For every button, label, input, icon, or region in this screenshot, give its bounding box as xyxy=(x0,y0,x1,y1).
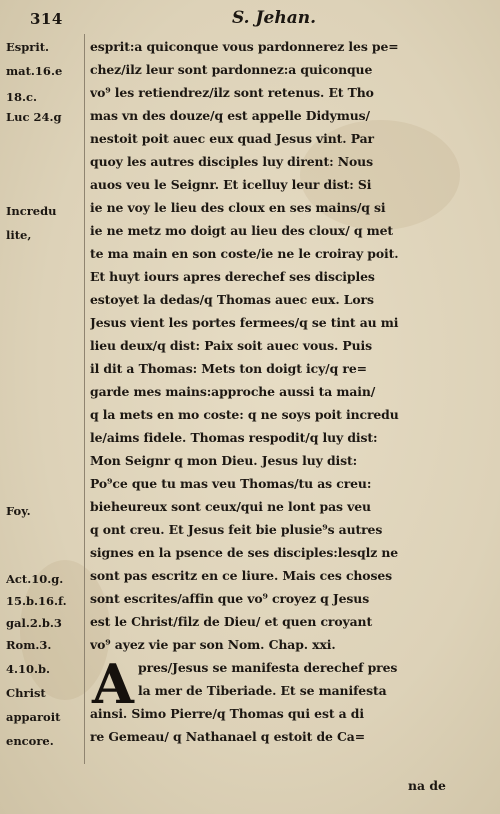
text-line: sont pas escritz en ce liure. Mais ces choses xyxy=(90,568,392,583)
text-line: vo⁹ les retiendrez/ilz sont retenus. Et Tho xyxy=(90,85,374,100)
margin-note: apparoit xyxy=(6,710,61,724)
text-line: q ont creu. Et Jesus feit bie plusie⁹s autres xyxy=(90,522,383,537)
text-line: estoyet la dedas/q Thomas auec eux. Lors xyxy=(90,292,374,307)
text-line: mas vn des douze/q est appelle Didymus/ xyxy=(90,108,370,123)
text-line: sont escrites/affin que vo⁹ croyez q Jesus xyxy=(90,591,370,606)
margin-rule xyxy=(84,34,85,764)
margin-note: 18.c. xyxy=(6,90,38,104)
margin-note: 15.b.16.f. xyxy=(6,594,67,608)
margin-note: 4.10.b. xyxy=(6,662,51,676)
text-line: bieheureux sont ceux/qui ne lont pas veu xyxy=(90,499,371,514)
text-line: Po⁹ce que tu mas veu Thomas/tu as creu: xyxy=(90,476,372,491)
margin-note: Act.10.g. xyxy=(6,572,64,586)
margin-note: Foy. xyxy=(6,504,31,518)
text-line: signes en la psence de ses disciples:lesqlz ne xyxy=(90,545,399,560)
text-line: ie ne voy le lieu des cloux en ses mains/q si xyxy=(90,200,386,215)
folio-number: 314 xyxy=(30,10,63,28)
text-line: garde mes mains:approche aussi ta main/ xyxy=(90,384,376,399)
text-line: q la mets en mo coste: q ne soys poit incredu xyxy=(90,407,399,422)
margin-note: lite, xyxy=(6,228,32,242)
text-line: la mer de Tiberiade. Et se manifesta xyxy=(138,683,387,698)
catchword: na de xyxy=(408,778,446,793)
text-line: Et huyt iours apres derechef ses disciples xyxy=(90,269,375,284)
text-line: le/aims fidele. Thomas respodit/q luy dist: xyxy=(90,430,378,445)
text-line: esprit:a quiconque vous pardonnerez les pe= xyxy=(90,39,399,54)
margin-note: Rom.3. xyxy=(6,638,52,652)
text-line: vo⁹ ayez vie par son Nom. Chap. xxi. xyxy=(90,637,336,652)
text-line: auos veu le Seignr. Et icelluy leur dist: Si xyxy=(90,177,372,192)
drop-capital: A xyxy=(92,652,134,716)
text-line: pres/Jesus se manifesta derechef pres xyxy=(138,660,398,675)
text-line: Mon Seignr q mon Dieu. Jesus luy dist: xyxy=(90,453,358,468)
text-line: quoy les autres disciples luy dirent: Nous xyxy=(90,154,373,169)
text-line: re Gemeau/ q Nathanael q estoit de Ca= xyxy=(90,729,365,744)
text-line: ainsi. Simo Pierre/q Thomas qui est a di xyxy=(90,706,364,721)
text-line: lieu deux/q dist: Paix soit auec vous. Puis xyxy=(90,338,372,353)
margin-note: Luc 24.g xyxy=(6,110,62,124)
text-line: nestoit poit auec eux quad Jesus vint. Par xyxy=(90,131,374,146)
text-line: il dit a Thomas: Mets ton doigt icy/q re= xyxy=(90,361,367,376)
margin-note: Christ xyxy=(6,686,46,700)
margin-note: Esprit. xyxy=(6,40,50,54)
text-line: ie ne metz mo doigt au lieu des cloux/ q met xyxy=(90,223,394,238)
margin-note: gal.2.b.3 xyxy=(6,616,62,630)
running-head: S. Jehan. xyxy=(232,8,317,28)
margin-note: Incredu xyxy=(6,204,57,218)
page-header xyxy=(0,4,500,32)
margin-note: encore. xyxy=(6,734,54,748)
text-line: Jesus vient les portes fermees/q se tint au mi xyxy=(90,315,399,330)
margin-note: mat.16.e xyxy=(6,64,63,78)
text-line: est le Christ/filz de Dieu/ et quen croyant xyxy=(90,614,373,629)
text-line: chez/ilz leur sont pardonnez:a quiconque xyxy=(90,62,373,77)
text-line: te ma main en son coste/ie ne le croiray poit. xyxy=(90,246,399,261)
